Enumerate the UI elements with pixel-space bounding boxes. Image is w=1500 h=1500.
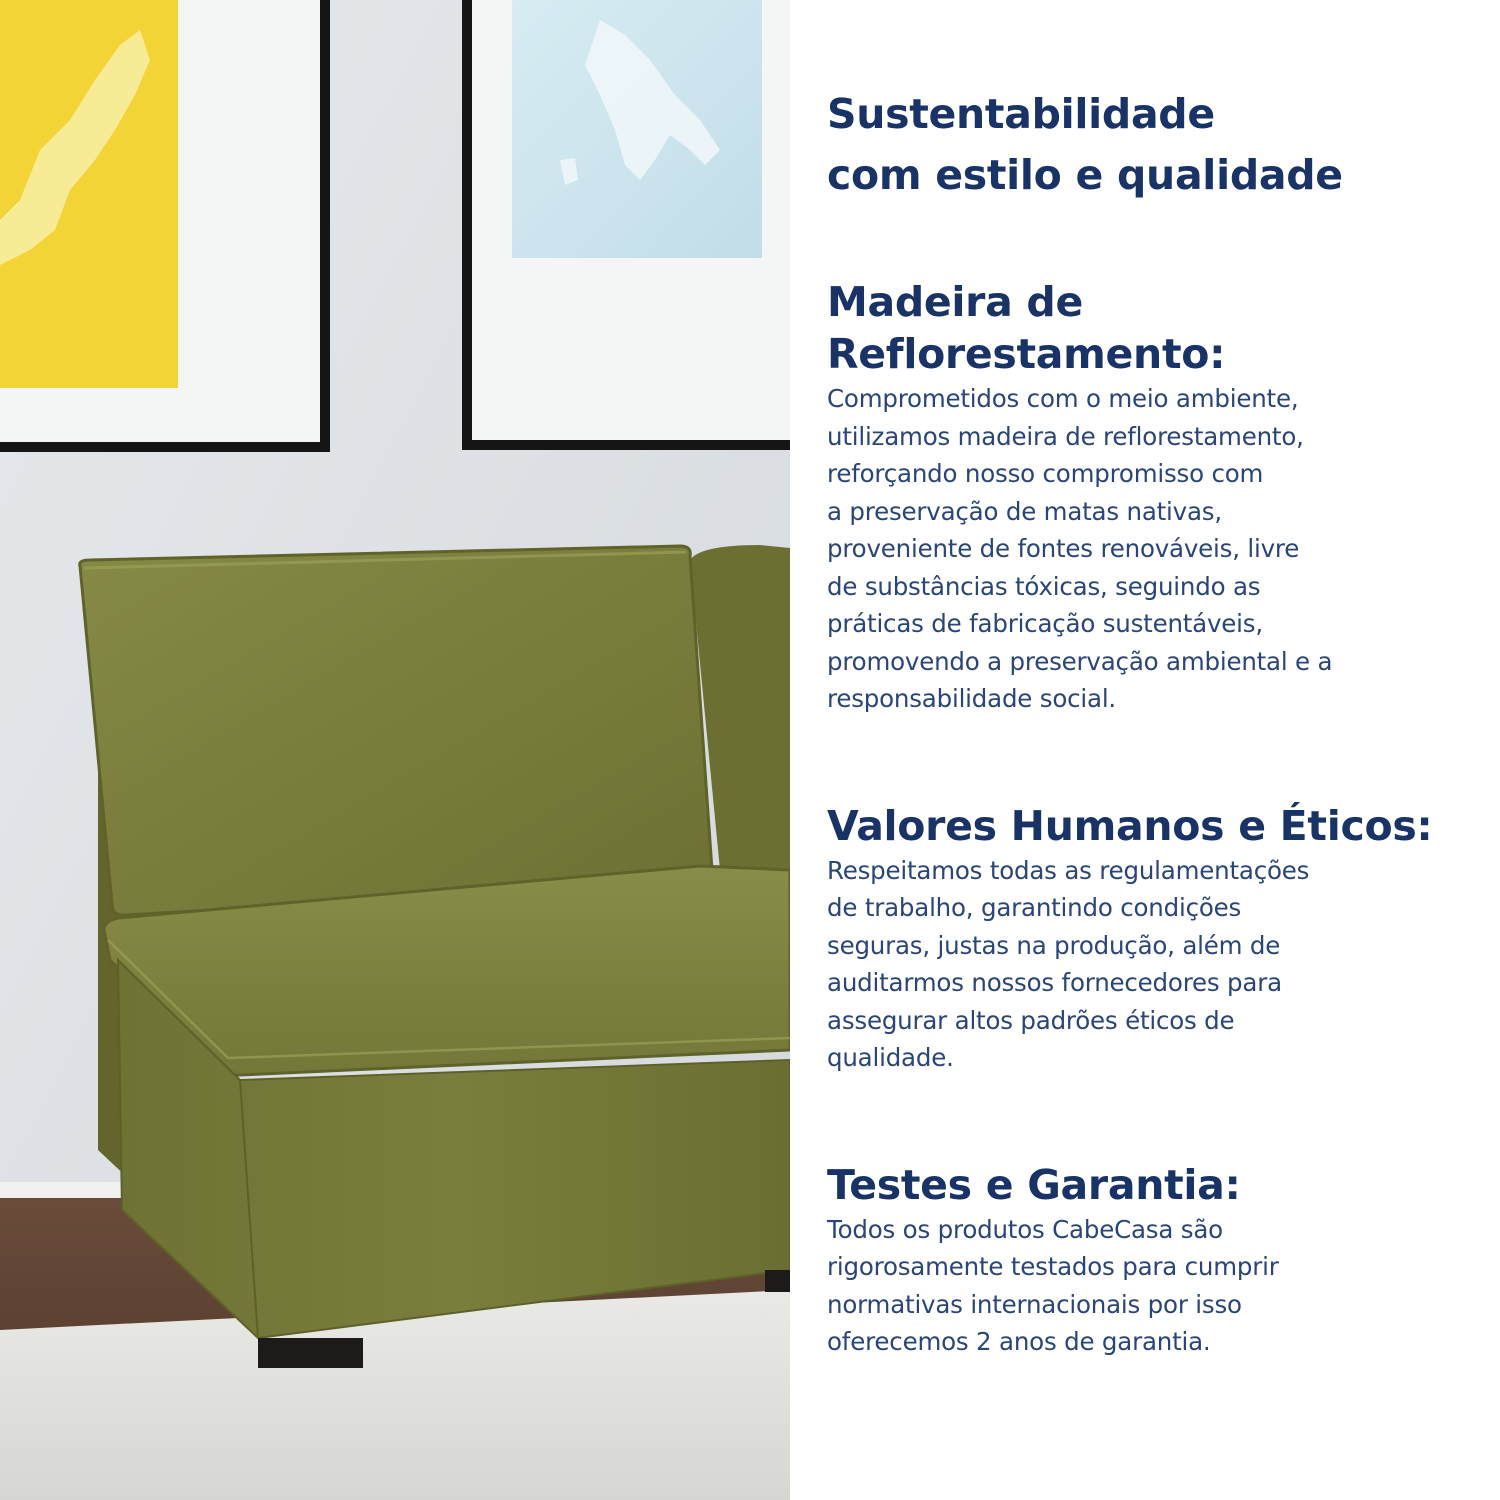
yellow-poster-frame	[0, 0, 330, 452]
sustainability-text-panel	[790, 0, 1500, 1500]
section-ethics	[827, 800, 1464, 1077]
blue-poster-frame	[462, 0, 790, 450]
section-body: Todos os produtos CabeCasa são rigorosamente testados para cumprir normativas internacionais por isso oferecemos 2 anos de garantia.	[827, 1214, 1279, 1356]
section-body: Respeitamos todas as regulamentações de trabalho, garantindo condições seguras, justas na produção, além de auditarmos nossos fornecedores para assegurar altos padrões éticos de qualidade.	[827, 855, 1310, 1072]
section-body: Comprometidos com o meio ambiente, utilizamos madeira de reflorestamento, reforçando nosso compromisso com a preservação de matas nativas, proveniente de fontes renováveis, livre de substâncias tóxicas, seguindo as práticas de fabricação sustentáveis, promovendo a preservação ambiental e a responsabilidade social.	[827, 384, 1333, 713]
section-warranty	[827, 1159, 1464, 1361]
section-heading: Madeira de Reflorestamento:	[827, 278, 1226, 378]
section-heading: Valores Humanos e Éticos:	[827, 801, 1433, 850]
page-title: Sustentabilidade com estilo e qualidade	[827, 90, 1343, 199]
section-heading: Testes e Garantia:	[827, 1160, 1241, 1209]
section-reforestation	[827, 276, 1464, 718]
